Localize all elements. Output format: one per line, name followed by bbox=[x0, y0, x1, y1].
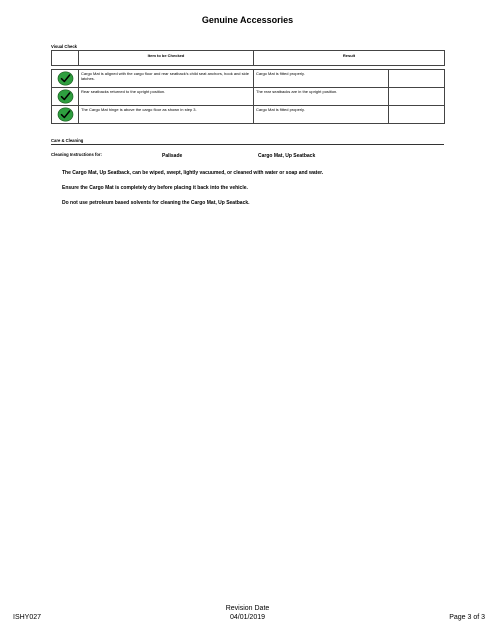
blank-cell bbox=[389, 106, 445, 124]
header-result: Result bbox=[254, 51, 445, 66]
status-cell bbox=[52, 88, 79, 106]
item-cell: Rear seatbacks returned to the upright position. bbox=[79, 88, 254, 106]
cleaning-paragraph: Do not use petroleum based solvents for cleaning the Cargo Mat, Up Seatback. bbox=[62, 200, 250, 206]
accessory-name: Cargo Mat, Up Seatback bbox=[258, 153, 316, 159]
checkmark-icon bbox=[57, 89, 74, 104]
vehicle-name: Palisade bbox=[162, 153, 183, 159]
table-row bbox=[52, 70, 445, 88]
document-id: ISHY027 bbox=[13, 614, 42, 621]
table-row bbox=[52, 88, 445, 106]
revision-label: Revision Date bbox=[225, 605, 270, 612]
result-cell: Cargo Mat is fitted properly. bbox=[254, 106, 389, 124]
page-title: Genuine Accessories bbox=[201, 15, 294, 25]
cleaning-instructions-label: Cleaning Instructions for: bbox=[51, 152, 102, 157]
page-number: Page 3 of 3 bbox=[449, 614, 485, 621]
blank-cell bbox=[389, 70, 445, 88]
item-cell: The Cargo Mat hinge is above the cargo floor as shown in step 3. bbox=[79, 106, 254, 124]
table-row bbox=[52, 106, 445, 124]
checkmark-icon bbox=[57, 71, 74, 86]
header-blank bbox=[52, 51, 79, 66]
item-cell: Cargo Mat is aligned with the cargo floor and rear seatback's child seat anchors, hook and side latches. bbox=[79, 70, 254, 88]
visual-check-table bbox=[51, 50, 445, 124]
care-cleaning-label: Care & Cleaning bbox=[51, 138, 84, 143]
section-divider bbox=[51, 144, 444, 145]
checkmark-icon bbox=[57, 107, 74, 122]
status-cell bbox=[52, 70, 79, 88]
table-header-row bbox=[52, 51, 445, 66]
result-cell: The rear seatbacks are in the upright position. bbox=[254, 88, 389, 106]
cleaning-paragraph: The Cargo Mat, Up Seatback, can be wiped, swept, lightly vacuumed, or cleaned with water or soap and water. bbox=[62, 170, 324, 176]
header-item: Item to be Checked bbox=[79, 51, 254, 66]
cleaning-paragraph: Ensure the Cargo Mat is completely dry before placing it back into the vehicle. bbox=[62, 185, 248, 191]
blank-cell bbox=[389, 88, 445, 106]
status-cell bbox=[52, 106, 79, 124]
result-cell: Cargo Mat is fitted properly. bbox=[254, 70, 389, 88]
revision-date: 04/01/2019 bbox=[229, 614, 266, 621]
visual-check-label: Visual Check bbox=[51, 44, 77, 49]
